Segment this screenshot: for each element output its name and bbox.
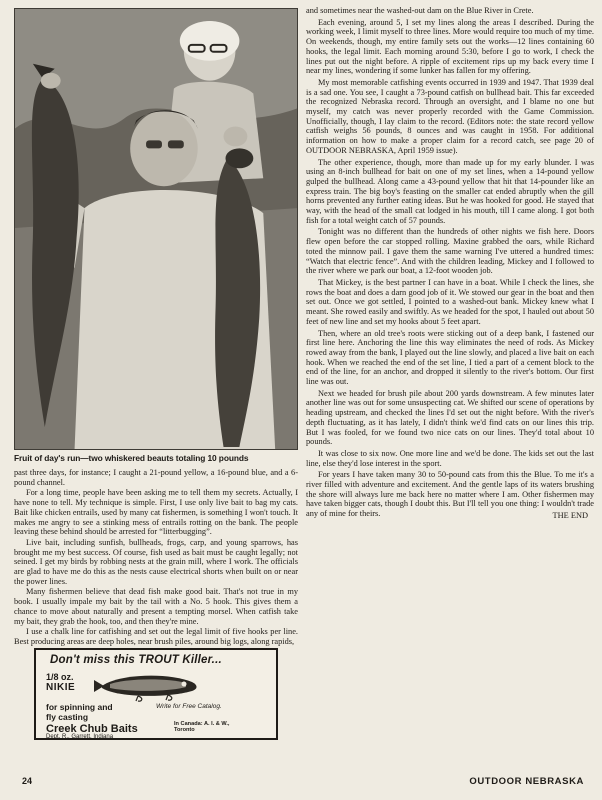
paragraph: Tonight was no different than the hundreds of other nights we fish here. Doors flew open before the car stopped rolling. Maxine grabbed the oars, while Richard toted the minnow pail. I gave them the same warning I've uttered a hundred times: “Watch that electric fence”. And with the children leading, Mickey and I followed to the river where we park our boat, a 12-foot wooden job. — [306, 227, 594, 276]
paragraph: For years I have taken many 30 to 50-pound cats from this the Blue. To me it's a river filled with adventure and excitement. And the gentle laps of its waters brushing the shore will always lure me back here no matter where I am. Other fishermen may have taken bigger cats, though I doubt this. But I'll tell you one thing: I wouldn't trade any of mine for theirs. — [306, 470, 594, 519]
paragraph: The other experience, though, more than made up for my early blunder. I was using an 8-inch bullhead for bait on one of my set lines, when a 14-pound yellow gulped the bullhead. Along came a 43-pound yellow that hit that 14-pounder like an express train. The big boy's feasting on the smaller cat ended abruptly when the gill horns prevented any further eating ideas. But he was hooked for good. He stayed that way, with the head of the small cat lodged in his mouth, till I came along. I got both fish for a total weight catch of 57 pounds. — [306, 157, 594, 225]
paragraph: Each evening, around 5, I set my lines along the areas I described. During the working week, I limit myself to three lines. More would require too much of my time. On weekends, though, my entire family sets out the works—12 lines containing 60 hooks, the legal limit. Each morning around 5:30, before I go to work, I check the lines put out the night before. A ripple of excitement rips up my back every time I near my lines, wondering if some lunker has fallen for my offering. — [306, 17, 594, 76]
paragraph: My most memorable catfishing events occurred in 1939 and 1947. That 1939 deal is a sad one. You see, I caught a 73-pound catfish on bullhead bait. This far exceeded the recognized Nebraska record. Through an oversight, and I blame no one but myself, my catch was never properly recorded with the Game Commission. Unofficially, though, I lay claim to the record. (Editors note: the state record yellow catfish weighs 56 pounds, 8 ounces and was caught in 1958. For additional information on how to make a proper claim for a record catch, see page 20 of OUTDOOR NEBRASKA, April 1959 issue). — [306, 77, 594, 155]
paragraph: It was close to six now. One more line and we'd be done. The kids set out the last line, else they'd lose interest in the sport. — [306, 448, 594, 468]
ad-product-name: NIKIE — [46, 682, 76, 693]
ad-tagline: for spinning and — [46, 702, 113, 712]
paragraph: and sometimes near the washed-out dam on the Blue River in Crete. — [306, 6, 534, 15]
ad-brand-name: Creek Chub Baits — [46, 723, 138, 735]
paragraph: Then, where an old tree's roots were sticking out of a deep bank, I fastened our first line here. Anchoring the line this way eliminates the need of rods. As Mickey rowed away from the bank, I played out the line slowly, and placed a live bait on each hook. When we reached the end of the set line, I tied a part of a cement block to the end of the line, for an anchor, and dropped it silently to the river's bottom. Our first line was out. — [306, 328, 594, 387]
magazine-name: OUTDOOR NEBRASKA — [469, 776, 584, 787]
paragraph: Next we headed for brush pile about 200 yards downstream. A few minutes later another line was out for some unsuspecting cat. We shifted our scene of operations by heading upstream, and checked the lines I'd set out the night before. With the river's depth fluctuating, as it has lately, I didn't think we'd find cats on our lines this trip. But I was fooled, for we found two nice cats on our lines. They'd total about 10 pounds. — [306, 388, 594, 447]
paragraph: Live bait, including sunfish, bullheads, frogs, carp, and young sparrows, has brought me my best success. Of course, fish used as bait must be caught legally; not seined. I get my birds by robbing nests at the grain mill, where I work. The officials are glad to have me do this as the nests cause electrical shorts when built on or near the power lines. — [14, 537, 298, 586]
left-article-text — [14, 468, 298, 647]
ad-catalog-offer: Write for Free Catalog. — [156, 703, 222, 710]
paragraph: Many fishermen believe that dead fish make good bait. That's not true in my book. I usually impale my bait by the tail with a No. 5 hook. This gives them a chance to move about naturally and present a tempting morsel. When catfish take my bait, they grab the hook, too, and then they're mine. — [14, 587, 298, 626]
ad-address: Dept. R., Garrett, Indiana — [46, 734, 114, 740]
ad-headline: Don't miss this TROUT Killer... — [50, 654, 222, 666]
fishing-lure-icon — [88, 668, 208, 702]
end-mark: THE END — [552, 511, 588, 521]
ad-lure-size: 1/8 oz. — [46, 672, 74, 682]
photo-illustration — [15, 9, 297, 449]
paragraph: For a long time, people have been asking me to tell them my secrets. Actually, I have none to tell. My technique is simple. First, I use only live bait to bag my cats. Bait like chicken entrails, used by many cat fishermen, is something I won't touch. It makes me angry to see a stinking mess of entrails rotting on the bank. The people leaving these behind should be arrested for “litterbugging”. — [14, 488, 298, 537]
right-column — [306, 6, 594, 521]
photo-fisherman-with-catfish — [14, 8, 298, 450]
ad-tagline: fly casting — [46, 712, 89, 722]
paragraph: past three days, for instance; I caught a 21-pound yellow, a 16-pound blue, and a 6-pound channel. — [14, 468, 298, 487]
paragraph: I use a chalk line for catfishing and set out the legal limit of five hooks per line. Best producing areas are deep holes, near brush piles, around big logs, along rapids, — [14, 627, 298, 646]
left-column — [14, 8, 298, 648]
creek-chub-advertisement — [34, 648, 278, 740]
right-article-text — [306, 6, 594, 521]
photo-caption: Fruit of day's run—two whiskered beauts totaling 10 pounds — [14, 453, 249, 463]
ad-canada-distributor: In Canada: A. I. & W., Toronto — [174, 721, 230, 733]
paragraph: That Mickey, is the best partner I can have in a boat. While I check the lines, she rows the boat and does a darn good job of it. We stowed our gear in the boat and then set out. Once we got settled, I pointed to a washed-out bank. Mickey knew what I meant. She rowed easily and swiftly. As we headed for the spot, I hauled out about 50 feet of new line and set my hooks about 5 feet apart. — [306, 277, 594, 326]
page-number: 24 — [22, 776, 33, 786]
